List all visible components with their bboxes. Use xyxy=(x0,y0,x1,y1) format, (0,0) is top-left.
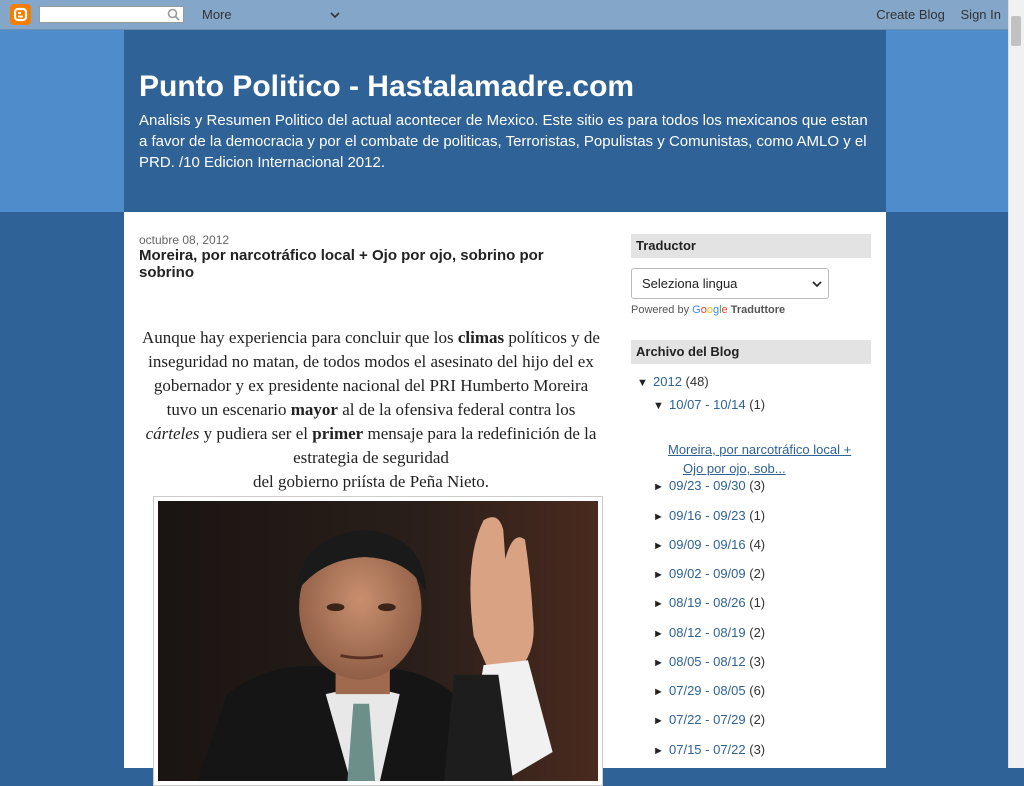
archive-week-count: (1) xyxy=(749,508,766,523)
post-bold-text: climas xyxy=(457,328,505,347)
archive-week-count: (6) xyxy=(749,683,766,698)
archive-week-link[interactable]: 07/15 - 07/22 xyxy=(669,742,746,757)
post-text: políticos y de inseguridad no matan, de todos modos el asesinato del hijo del ex gobernador y ex presidente nacional del PRI Humberto Moreira tuvo un escenario xyxy=(148,328,600,419)
archive-week-row[interactable] xyxy=(653,712,765,727)
post-bold-text: primer xyxy=(312,424,364,443)
search-icon[interactable] xyxy=(167,8,180,26)
archive-week-link[interactable]: 08/12 - 08/19 xyxy=(669,625,746,640)
archive-week-link[interactable]: 09/16 - 09/23 xyxy=(669,508,746,523)
main-content xyxy=(124,212,886,768)
archive-week-count: (2) xyxy=(749,712,766,727)
archive-week-count: (2) xyxy=(749,566,766,581)
expand-triangle-icon[interactable]: ► xyxy=(653,569,664,581)
post-title[interactable]: Moreira, por narcotráfico local + Ojo por ojo, sobrino por sobrino xyxy=(139,247,544,281)
post-text: mensaje para la redefinición de la estrategia de seguridad xyxy=(293,424,597,467)
archive-week-link[interactable]: 08/05 - 08/12 xyxy=(669,654,746,669)
chevron-down-icon xyxy=(330,8,340,23)
expand-triangle-icon[interactable]: ► xyxy=(653,540,664,552)
post-date: octubre 08, 2012 xyxy=(139,233,230,247)
post-text: y pudiera ser el xyxy=(199,424,313,443)
expand-triangle-icon[interactable]: ► xyxy=(653,715,664,727)
archive-week-count: (3) xyxy=(749,654,766,669)
archive-year-link[interactable]: 2012 xyxy=(653,374,682,389)
post-italic-text: cárteles xyxy=(145,424,200,443)
post-image-frame xyxy=(153,496,603,786)
blog-archive xyxy=(631,364,871,784)
expand-triangle-icon[interactable]: ► xyxy=(653,657,664,669)
collapse-triangle-icon[interactable]: ▼ xyxy=(637,377,648,389)
expand-triangle-icon[interactable]: ► xyxy=(653,686,664,698)
archive-week-link[interactable]: 07/29 - 08/05 xyxy=(669,683,746,698)
powered-by xyxy=(631,304,871,316)
archive-week-count: (2) xyxy=(749,625,766,640)
expand-triangle-icon[interactable]: ► xyxy=(653,481,664,493)
archive-week-row[interactable] xyxy=(653,742,765,757)
post-body xyxy=(139,326,603,494)
archive-post-link-line: Moreira, por narcotráfico local + xyxy=(668,442,852,457)
scrollbar[interactable] xyxy=(1008,0,1024,768)
sign-in-link[interactable]: Sign In xyxy=(960,7,1001,22)
post-bold-text: mayor xyxy=(290,400,338,419)
chevron-down-icon xyxy=(812,270,822,308)
search-input[interactable] xyxy=(39,6,184,23)
blog-description: Analisis y Resumen Politico del actual acontecer de Mexico. Este sitio es para todos los mexicanos que estan a favor de la democracia y por el combate de politicas, Terroristas, Populistas y Comunistas, como AMLO y el PRD. /10 Edicion Internacional 2012. xyxy=(139,112,868,171)
language-select-value: Seleziona lingua xyxy=(642,276,738,291)
archive-week-row[interactable] xyxy=(653,478,765,493)
google-logo[interactable]: Google xyxy=(692,304,728,316)
translator-title: Traductor xyxy=(631,234,871,258)
blog-title[interactable]: Punto Politico - Hastalamadre.com xyxy=(139,70,635,103)
archive-title: Archivo del Blog xyxy=(631,340,871,364)
archive-week-row[interactable] xyxy=(653,508,765,523)
archive-post-link-line: Ojo por ojo, sob... xyxy=(683,461,786,476)
archive-week-link[interactable]: 07/22 - 07/29 xyxy=(669,712,746,727)
more-dropdown[interactable] xyxy=(202,7,342,23)
blogger-navbar xyxy=(0,0,1009,30)
expand-triangle-icon[interactable]: ► xyxy=(653,745,664,757)
archive-week-count: (4) xyxy=(749,537,766,552)
archive-week-count: (3) xyxy=(749,742,766,757)
archive-week-row[interactable] xyxy=(653,537,765,552)
scrollbar-thumb[interactable] xyxy=(1011,16,1021,46)
archive-week-row[interactable] xyxy=(653,625,765,640)
expand-triangle-icon[interactable]: ► xyxy=(653,511,664,523)
post-text: del gobierno priísta de Peña Nieto. xyxy=(252,472,490,491)
create-blog-link[interactable]: Create Blog xyxy=(876,7,945,22)
archive-post-link[interactable] xyxy=(668,440,868,478)
archive-week-row[interactable] xyxy=(653,654,765,669)
archive-week-count: (3) xyxy=(749,478,766,493)
archive-week-link[interactable]: 08/19 - 08/26 xyxy=(669,595,746,610)
archive-week-link[interactable]: 09/09 - 09/16 xyxy=(669,537,746,552)
archive-week-link[interactable]: 09/02 - 09/09 xyxy=(669,566,746,581)
archive-week-count: (1) xyxy=(749,397,766,412)
archive-week-row[interactable] xyxy=(653,566,765,581)
blog-header xyxy=(124,30,886,212)
sidebar xyxy=(631,234,871,784)
blogger-logo-icon[interactable] xyxy=(10,4,31,25)
powered-by-label: Powered by xyxy=(631,304,690,316)
archive-week-row[interactable] xyxy=(653,683,765,698)
archive-week-link[interactable]: 09/23 - 09/30 xyxy=(669,478,746,493)
language-select[interactable] xyxy=(631,268,829,299)
archive-week-link[interactable]: 10/07 - 10/14 xyxy=(669,397,746,412)
archive-year-row[interactable] xyxy=(637,374,709,389)
archive-week-row[interactable] xyxy=(653,397,765,412)
collapse-triangle-icon[interactable]: ▼ xyxy=(653,400,664,412)
translator-link[interactable]: Traduttore xyxy=(730,304,786,316)
post-text: Aunque hay experiencia para concluir que los xyxy=(142,328,458,347)
expand-triangle-icon[interactable]: ► xyxy=(653,598,664,610)
post-photo[interactable] xyxy=(158,501,598,781)
archive-week-count: (1) xyxy=(749,595,766,610)
archive-week-row[interactable] xyxy=(653,595,765,610)
post-text: al de la ofensiva federal contra los xyxy=(337,400,576,419)
more-label: More xyxy=(202,7,232,22)
expand-triangle-icon[interactable]: ► xyxy=(653,628,664,640)
archive-year-count: (48) xyxy=(685,374,709,389)
